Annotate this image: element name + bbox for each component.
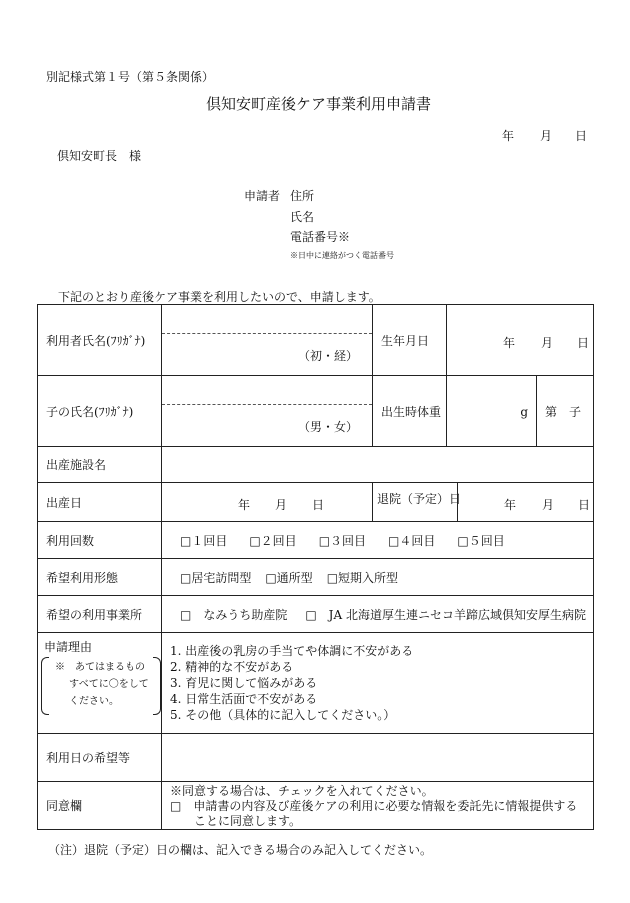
- applicant-name-label: 氏名: [290, 210, 315, 224]
- wish-label: 利用日の希望等: [38, 734, 162, 782]
- count-options: [162, 522, 594, 559]
- reason-label-cell: [38, 633, 162, 734]
- reason-item[interactable]: 5. その他（具体的に記入してください。）: [170, 708, 396, 722]
- user-parity[interactable]: （初・経）: [297, 349, 358, 363]
- reason-note-bracket: [41, 657, 161, 713]
- type-options: [162, 559, 594, 596]
- user-name-label: 利用者氏名(ﾌﾘｶﾞﾅ): [38, 305, 162, 376]
- applicant-phone-label: 電話番号※: [290, 230, 351, 244]
- delivery-year: 年: [238, 498, 251, 512]
- reason-item[interactable]: 3. 育児に関して悩みがある: [170, 676, 318, 690]
- child-name-field[interactable]: [162, 376, 373, 447]
- provider-option-namiuchi[interactable]: □ なみうち助産院: [180, 607, 288, 622]
- delivery-month: 月: [275, 498, 288, 512]
- child-order-field[interactable]: 第 子: [537, 376, 594, 447]
- addressee: 倶知安町長 様: [57, 149, 142, 163]
- delivery-date-label: 出産日: [38, 483, 162, 522]
- type-option-home-visit[interactable]: □居宅訪問型: [180, 570, 252, 585]
- discharge-divider: [457, 483, 458, 521]
- birthdate-year: 年: [503, 336, 516, 350]
- birth-weight-field[interactable]: [447, 376, 537, 447]
- consent-checkbox[interactable]: □ 申請書の内容及び産後ケアの利用に必要な情報を委託先に情報提供する: [170, 799, 578, 813]
- consent-cell: [162, 782, 594, 830]
- provider-option-hospital[interactable]: □ JA 北海道厚生連ニセコ羊蹄広域倶知安厚生病院: [305, 607, 586, 622]
- birthdate-label: 生年月日: [373, 305, 447, 376]
- discharge-label: 退院（予定）日: [377, 492, 462, 506]
- type-option-day-care[interactable]: □通所型: [265, 570, 313, 585]
- reason-item[interactable]: 4. 日常生活面で不安がある: [170, 692, 318, 706]
- application-table: [37, 304, 594, 830]
- footnote: （注）退院（予定）日の欄は、記入できる場合のみ記入してください。: [48, 843, 433, 857]
- applicant-address-label: 住所: [290, 189, 315, 203]
- count-option-4[interactable]: □４回目: [388, 533, 436, 548]
- reason-item[interactable]: 1. 出産後の乳房の手当てや体調に不安がある: [170, 644, 414, 658]
- reason-label: 申請理由: [44, 640, 93, 654]
- consent-note: ※同意する場合は、チェックを入れてください。: [170, 784, 434, 798]
- type-option-short-stay[interactable]: □短期入所型: [326, 570, 399, 585]
- type-label: 希望利用形態: [38, 559, 162, 596]
- provider-options: [162, 596, 594, 633]
- wish-field[interactable]: [162, 734, 594, 782]
- discharge-month: 月: [542, 498, 555, 512]
- intro-text: 下記のとおり産後ケア事業を利用したいので、申請します。: [58, 290, 381, 304]
- consent-text-line2: ことに同意します。: [194, 814, 302, 828]
- reason-note-line1: ※ あてはまるもの: [55, 662, 145, 673]
- consent-label: 同意欄: [38, 782, 162, 830]
- date-year-label: 年: [502, 129, 515, 143]
- discharge-day: 日: [578, 498, 591, 512]
- delivery-day: 日: [312, 498, 325, 512]
- reason-list: [162, 633, 594, 734]
- date-month-label: 月: [540, 129, 553, 143]
- count-option-1[interactable]: □１回目: [180, 533, 228, 548]
- birthdate-day: 日: [577, 336, 590, 350]
- reason-note-line3: ください。: [69, 696, 119, 707]
- birthdate-field[interactable]: [447, 305, 594, 376]
- discharge-field[interactable]: [373, 483, 594, 522]
- weight-unit: g: [520, 405, 528, 419]
- facility-label: 出産施設名: [38, 447, 162, 483]
- form-title: 倶知安町産後ケア事業利用申請書: [206, 95, 432, 113]
- discharge-year: 年: [504, 498, 517, 512]
- delivery-date-field[interactable]: [162, 483, 373, 522]
- user-name-field[interactable]: [162, 305, 373, 376]
- form-number: 別記様式第１号（第５条関係）: [46, 70, 215, 84]
- birth-weight-label: 出生時体重: [373, 376, 447, 447]
- phone-note: ※日中に連絡がつく電話番号: [290, 251, 394, 260]
- birthdate-month: 月: [541, 336, 554, 350]
- facility-field[interactable]: [162, 447, 594, 483]
- child-name-label: 子の氏名(ﾌﾘｶﾞﾅ): [38, 376, 162, 447]
- reason-item[interactable]: 2. 精神的な不安がある: [170, 660, 294, 674]
- count-option-3[interactable]: □３回目: [318, 533, 367, 548]
- count-label: 利用回数: [38, 522, 162, 559]
- count-option-2[interactable]: □２回目: [249, 533, 297, 548]
- provider-label: 希望の利用事業所: [38, 596, 162, 633]
- applicant-label: 申請者: [244, 189, 281, 203]
- reason-note-line2: すべてに〇をして: [69, 679, 149, 690]
- count-option-5[interactable]: □５回目: [457, 533, 505, 548]
- date-day-label: 日: [575, 129, 588, 143]
- child-sex[interactable]: （男・女）: [297, 420, 358, 434]
